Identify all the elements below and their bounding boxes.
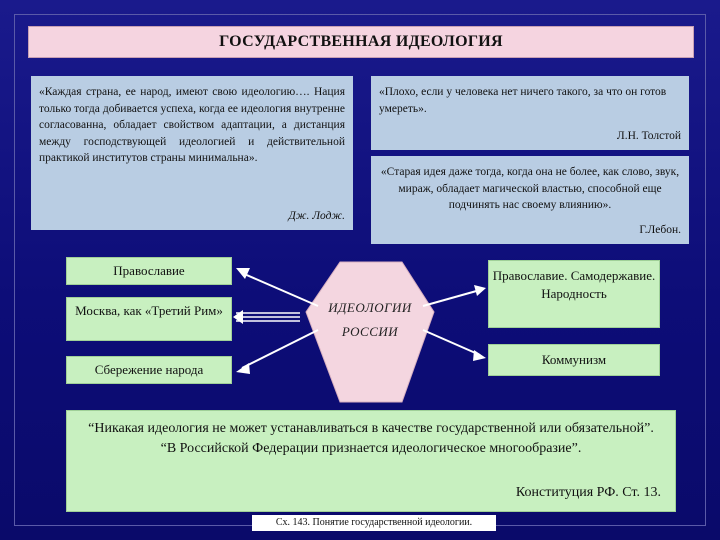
quote-tolstoy-author: Л.Н. Толстой bbox=[616, 129, 681, 142]
constitution-line-2: “В Российской Федерации признается идеологическое многообразие”. bbox=[160, 441, 582, 456]
quote-lebon-author: Г.Лебон. bbox=[639, 223, 681, 236]
quote-tolstoy-text: «Плохо, если у человека нет ничего такого, за что он готов умереть». bbox=[379, 86, 667, 115]
center-label: ИДЕОЛОГИИ РОССИИ bbox=[328, 300, 412, 339]
figure-caption: Сх. 143. Понятие государственной идеологии. bbox=[252, 515, 496, 531]
quote-lodge bbox=[31, 76, 353, 230]
arrowhead bbox=[233, 310, 243, 324]
constitution-box bbox=[66, 410, 676, 512]
box-moscow-third-rome: Москва, как «Третий Рим» bbox=[66, 297, 232, 341]
box-communism: Коммунизм bbox=[488, 344, 660, 376]
box-preservation: Сбережение народа bbox=[66, 356, 232, 384]
constitution-line-1: “Никакая идеология не может устанавливаться в качестве государственной или обязательной”. bbox=[88, 421, 654, 436]
quote-lebon-text: «Старая идея даже тогда, когда она не более, как слово, звук, мираж, обладает магической властью, способной еще подчинять нас своему влиянию». bbox=[380, 166, 680, 211]
box-triad: Православие. Самодержавие. Народность bbox=[488, 260, 660, 328]
quote-lebon bbox=[371, 156, 689, 244]
arrowhead bbox=[473, 350, 486, 361]
arrowhead bbox=[474, 285, 486, 296]
quote-lodge-text: «Каждая страна, ее народ, имеют свою идеологию…. Нация только тогда добивается успеха, когда ее идеология внутренне согласованна, обладает свойством адаптации, а дистанция между господствующей идеологией и действительной практикой институтов страны минимальна». bbox=[39, 86, 345, 164]
quote-tolstoy bbox=[371, 76, 689, 150]
constitution-source: Конституция РФ. Ст. 13. bbox=[515, 485, 661, 500]
arrowhead bbox=[236, 363, 250, 374]
box-orthodoxy: Православие bbox=[66, 257, 232, 285]
quote-lodge-author: Дж. Лодж. bbox=[288, 209, 345, 222]
arrowhead bbox=[236, 268, 250, 279]
page-title: ГОСУДАРСТВЕННАЯ ИДЕОЛОГИЯ bbox=[28, 26, 694, 58]
